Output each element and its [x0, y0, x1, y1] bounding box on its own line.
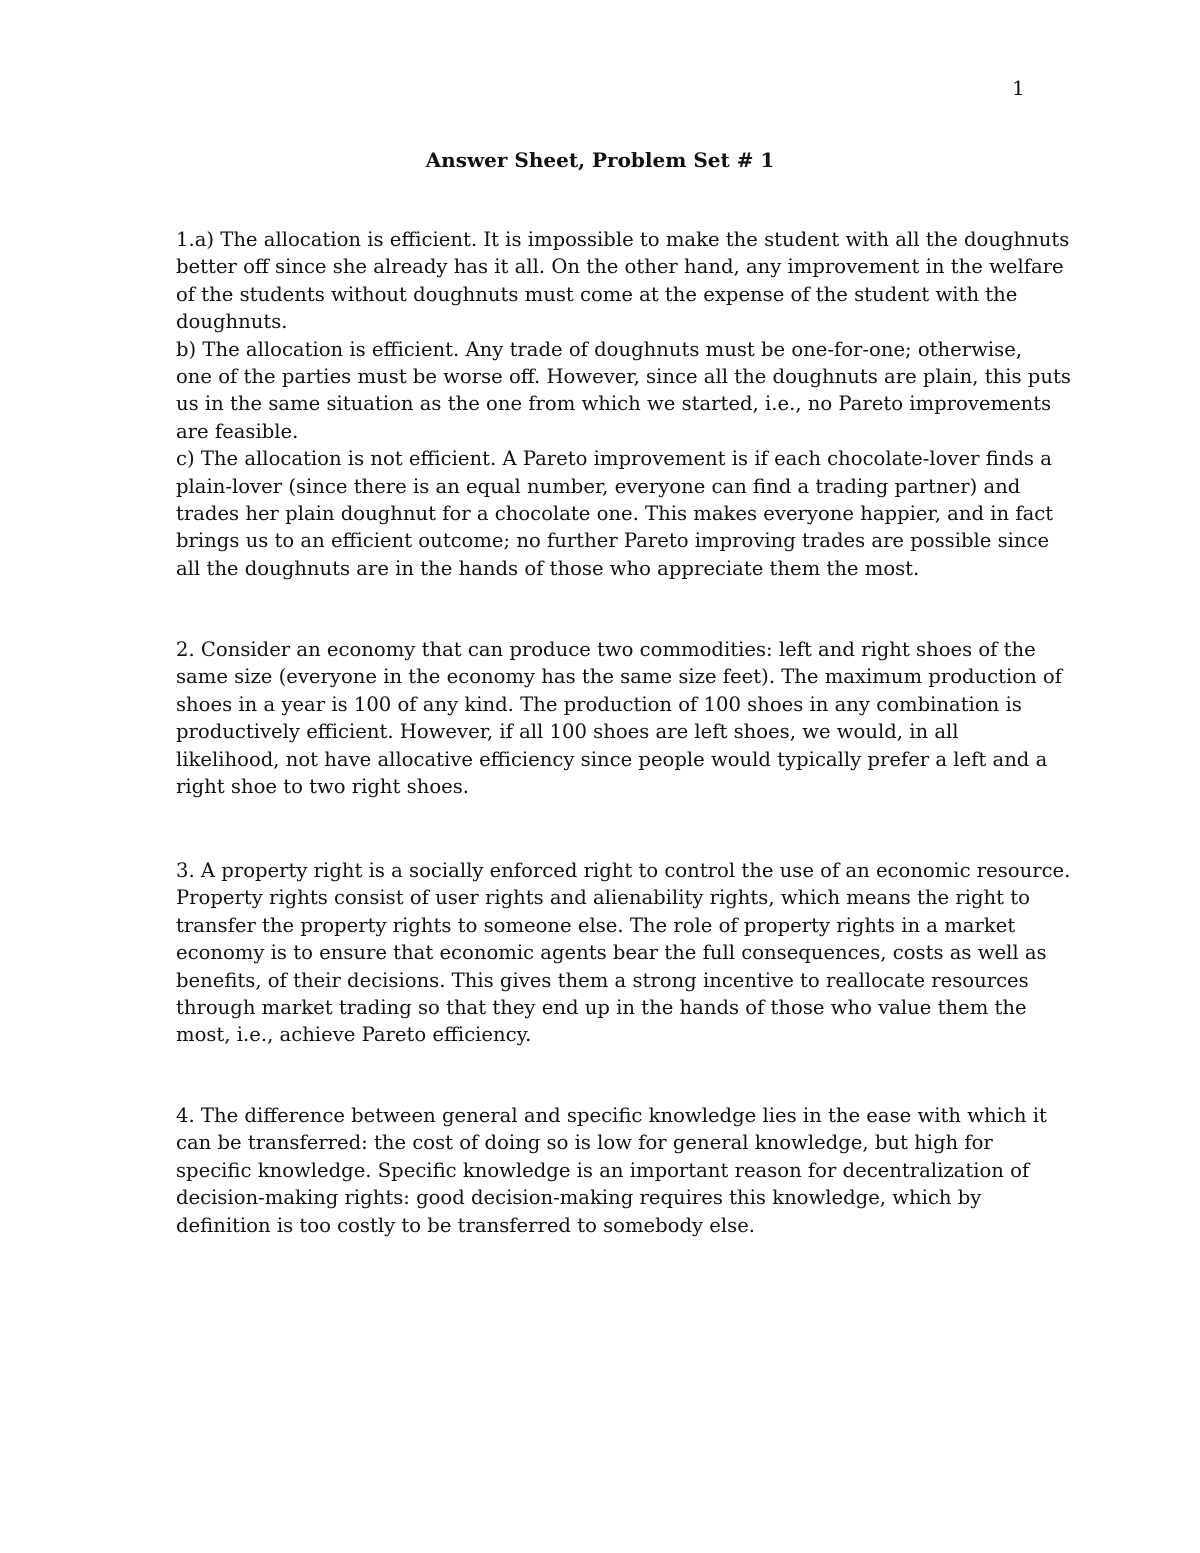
- text-line: all the doughnuts are in the hands of those who appreciate them the most.: [176, 556, 920, 580]
- answer-1: [176, 226, 1071, 582]
- answer-3: [176, 857, 1071, 1049]
- text-line: doughnuts.: [176, 310, 288, 334]
- answer-2: [176, 636, 1062, 800]
- text-line: decision-making rights: good decision-making requires this knowledge, which by: [176, 1186, 982, 1210]
- text-line: definition is too costly to be transferred to somebody else.: [176, 1213, 756, 1237]
- text-line: transfer the property rights to someone else. The role of property rights in a market: [176, 913, 1016, 937]
- text-line: of the students without doughnuts must come at the expense of the student with the: [176, 282, 1018, 306]
- text-line: are feasible.: [176, 419, 299, 443]
- text-line: specific knowledge. Specific knowledge is an important reason for decentralization of: [176, 1158, 1030, 1182]
- text-line: 3. A property right is a socially enforced right to control the use of an economic resource.: [176, 859, 1071, 882]
- text-line: productively efficient. However, if all 100 shoes are left shoes, we would, in all: [176, 720, 959, 744]
- text-line: plain-lover (since there is an equal number, everyone can find a trading partner) and: [176, 474, 1021, 498]
- text-line: brings us to an efficient outcome; no further Pareto improving trades are possible since: [176, 529, 1050, 553]
- text-line: 2. Consider an economy that can produce two commodities: left and right shoes of the: [176, 638, 1036, 661]
- answer-4: [176, 1102, 1047, 1239]
- text-line: shoes in a year is 100 of any kind. The production of 100 shoes in any combination is: [176, 692, 1022, 716]
- text-line: 4. The difference between general and specific knowledge lies in the ease with which it: [176, 1104, 1047, 1127]
- text-line: b) The allocation is efficient. Any trade of doughnuts must be one-for-one; otherwise,: [176, 337, 1023, 361]
- text-line: better off since she already has it all. On the other hand, any improvement in the welfare: [176, 255, 1064, 279]
- text-line: same size (everyone in the economy has the same size feet). The maximum production of: [176, 665, 1062, 689]
- text-line: us in the same situation as the one from which we started, i.e., no Pareto improvements: [176, 392, 1052, 416]
- document-title: Answer Sheet, Problem Set # 1: [425, 148, 775, 172]
- text-line: right shoe to two right shoes.: [176, 775, 470, 799]
- text-line: 1.a) The allocation is efficient. It is impossible to make the student with all the doughnuts: [176, 228, 1070, 251]
- text-line: likelihood, not have allocative efficiency since people would typically prefer a left and a: [176, 747, 1048, 771]
- text-line: Property rights consist of user rights and alienability rights, which means the right to: [176, 886, 1030, 910]
- text-line: most, i.e., achieve Pareto efficiency.: [176, 1023, 532, 1047]
- text-line: trades her plain doughnut for a chocolate one. This makes everyone happier, and in fact: [176, 502, 1054, 526]
- text-line: c) The allocation is not efficient. A Pareto improvement is if each chocolate-lover finds a: [176, 447, 1052, 471]
- text-line: through market trading so that they end up in the hands of those who value them the: [176, 996, 1027, 1020]
- text-line: economy is to ensure that economic agents bear the full consequences, costs as well as: [176, 941, 1047, 965]
- page-number: 1: [1012, 76, 1025, 100]
- text-line: benefits, of their decisions. This gives them a strong incentive to reallocate resources: [176, 968, 1029, 992]
- text-line: can be transferred: the cost of doing so is low for general knowledge, but high for: [176, 1131, 993, 1155]
- text-line: one of the parties must be worse off. However, since all the doughnuts are plain, this puts: [176, 365, 1071, 389]
